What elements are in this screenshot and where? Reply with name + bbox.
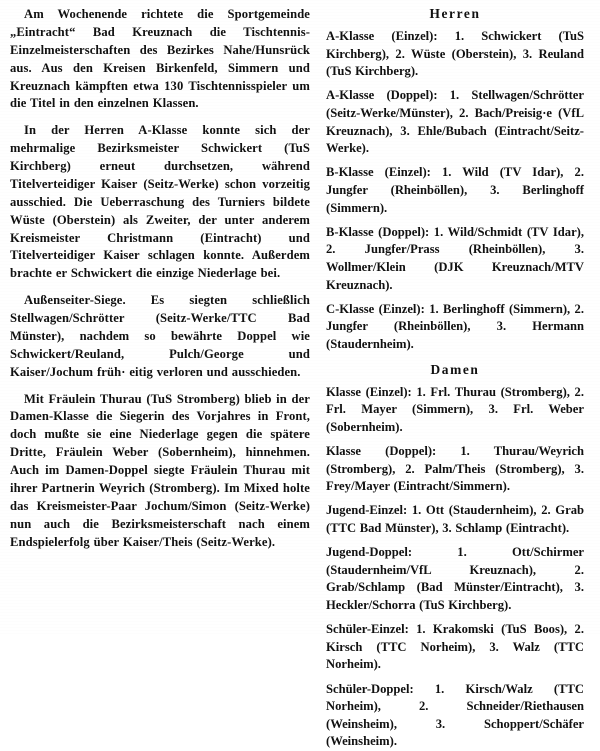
result-entry: Schüler-Doppel: 1. Kirsch/Walz (TTC Norheim), 2. Schneider/Riethausen (Weinsheim), 3. Schoppert/Schäfer (Weinsheim). — [326, 681, 584, 751]
section-heading-men: Herren — [326, 6, 584, 22]
result-entry: A-Klasse (Einzel): 1. Schwickert (TuS Kirchberg), 2. Wüste (Oberstein), 3. Reuland (TuS Kirchberg). — [326, 28, 584, 81]
right-results-column — [326, 6, 584, 630]
result-entry: A-Klasse (Doppel): 1. Stellwagen/Schrötter (Seitz-Werke/Münster), 2. Bach/Preisig·e (VfL Kreuznach), 3. Ehle/Bubach (Eintracht/Seitz-Werke). — [326, 87, 584, 158]
article-paragraph: Am Wochenende richtete die Sportgemeinde „Eintracht“ Bad Kreuznach die Tischtennis-Einzelmeisterschaften des Bezirkes Nahe/Hunsrück aus. Aus den Kreisen Birkenfeld, Simmern und Kreuznach kämpften etwa 130 Tischtennisspieler um die Titel in den einzelnen Klassen. — [10, 6, 310, 113]
article-paragraph: Mit Fräulein Thurau (TuS Stromberg) blieb in der Damen-Klasse die Siegerin des Vorjahres in Front, doch mußte sie eine Niederlage gegen die spätere Dritte, Fräulein Weber (Sobernheim), hinnehmen. Auch im Damen-Doppel siegte Fräulein Thurau mit ihrer Partnerin Weyrich (Stromberg). Im Mixed holte das Kreismeister-Paar Jochum/Simon (Seitz-Werke) nun auch die Bezirksmeisterschaft nach einem Endspielerfolg über Kaiser/Theis (Seitz-Werke). — [10, 391, 310, 552]
section-heading-women: Damen — [326, 362, 584, 378]
left-text-column — [10, 6, 310, 630]
article-paragraph: In der Herren A-Klasse konnte sich der mehrmalige Bezirksmeister Schwickert (TuS Kirchberg) erneut durchsetzen, während Titelverteidiger Kaiser (Seitz-Werke) schon vorzeitig ausschied. Die Ueberraschung des Turniers bildete Wüste (Oberstein) als Zweiter, der unter anderem Kreismeister Christmann (Eintracht) und Titelverteidiger Kaiser schlagen konnte. Außerdem brachte er Schwickert die einzige Niederlage bei. — [10, 122, 310, 283]
result-entry: Jugend-Doppel: 1. Ott/Schirmer (Staudernheim/VfL Kreuznach), 2. Grab/Schlamp (Bad Münster/Eintracht), 3. Heckler/Schorra (TuS Kirchberg). — [326, 544, 584, 615]
result-entry: B-Klasse (Einzel): 1. Wild (TV Idar), 2. Jungfer (Rheinböllen), 3. Berlinghoff (Simmern). — [326, 164, 584, 217]
result-entry: Schüler-Einzel: 1. Krakomski (TuS Boos), 2. Kirsch (TTC Norheim), 3. Walz (TTC Norheim). — [326, 621, 584, 674]
result-entry: C-Klasse (Einzel): 1. Berlinghoff (Simmern), 2. Jungfer (Rheinböllen), 3. Hermann (Staudernheim). — [326, 301, 584, 354]
result-entry: Jugend-Einzel: 1. Ott (Staudernheim), 2. Grab (TTC Bad Münster), 3. Schlamp (Eintracht). — [326, 502, 584, 537]
article-paragraph: Außenseiter-Siege. Es siegten schließlich Stellwagen/Schrötter (Seitz-Werke/TTC Bad Münster), nachdem so bewährte Doppel wie Schwickert/Reuland, Pulch/George und Kaiser/Jochum früh· eitig verloren und ausschieden. — [10, 292, 310, 381]
result-entry: B-Klasse (Doppel): 1. Wild/Schmidt (TV Idar), 2. Jungfer/Prass (Rheinböllen), 3. Wollmer/Klein (DJK Kreuznach/MTV Kreuznach). — [326, 224, 584, 295]
result-entry: Klasse (Doppel): 1. Thurau/Weyrich (Stromberg), 2. Palm/Theis (Stromberg), 3. Frey/Mayer (Eintracht/Simmern). — [326, 443, 584, 496]
result-entry: Klasse (Einzel): 1. Frl. Thurau (Stromberg), 2. Frl. Mayer (Simmern), 3. Frl. Weber (Sobernheim). — [326, 384, 584, 437]
